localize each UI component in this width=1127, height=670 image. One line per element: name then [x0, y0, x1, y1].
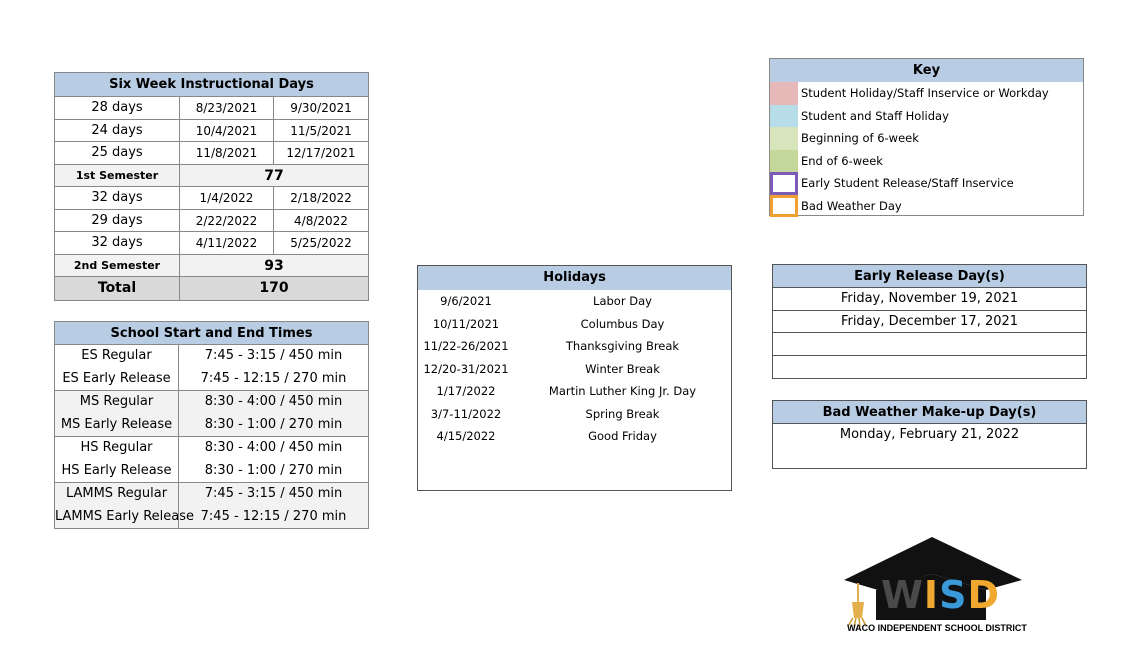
- key-label: Early Student Release/Staff Inservice: [801, 176, 1014, 191]
- color-swatch: [770, 150, 798, 173]
- ms-group: [55, 391, 368, 437]
- holiday-date: 12/20-31/2021: [423, 361, 509, 376]
- table-row: Friday, December 17, 2021: [773, 311, 1086, 334]
- holiday-name: Spring Break: [585, 406, 660, 421]
- days-cell: 32 days: [55, 232, 180, 254]
- key-item: [770, 82, 1083, 105]
- total-label: Total: [55, 277, 180, 300]
- start-date-cell: 4/11/2022: [180, 232, 274, 254]
- schedule-time: 7:45 - 12:15 / 270 min: [200, 508, 347, 524]
- semester-label: 2nd Semester: [55, 255, 180, 277]
- key-item: [770, 150, 1083, 173]
- key-title: Key: [770, 59, 1083, 82]
- schedule-time: 7:45 - 3:15 / 450 min: [204, 486, 343, 501]
- total-row: [55, 277, 368, 300]
- days-cell: 29 days: [55, 210, 180, 232]
- holiday-date: 4/15/2022: [436, 429, 496, 443]
- color-swatch: [770, 82, 798, 105]
- schedule-label: HS Regular: [55, 437, 179, 460]
- holiday-name: Winter Break: [585, 361, 660, 376]
- schedule-label: MS Regular: [55, 391, 179, 414]
- logo-subtitle: WACO INDEPENDENT SCHOOL DISTRICT: [847, 623, 1027, 633]
- key-label: Beginning of 6-week: [801, 131, 919, 146]
- semester-label: 1st Semester: [55, 165, 180, 187]
- holiday-name: Labor Day: [593, 294, 652, 308]
- list-item: [418, 290, 731, 313]
- table-row: Monday, February 21, 2022: [839, 427, 1020, 442]
- logo-letter: W: [881, 573, 924, 617]
- holiday-name: Thanksgiving Break: [565, 339, 680, 353]
- table-row: [55, 345, 368, 368]
- key-label: Student Holiday/Staff Inservice or Workday: [801, 86, 1049, 101]
- table-row: [55, 460, 368, 483]
- hs-group: [55, 437, 368, 483]
- holiday-name: Columbus Day: [580, 316, 665, 331]
- end-date-cell: 2/18/2022: [290, 191, 352, 205]
- table-row: [773, 333, 1086, 356]
- schedule-time: 8:30 - 4:00 / 450 min: [204, 440, 343, 455]
- schedule-label: LAMMS Regular: [55, 483, 179, 506]
- color-swatch: [770, 127, 798, 150]
- list-item: [418, 335, 731, 358]
- total-value: 170: [259, 280, 289, 296]
- holiday-name: Good Friday: [588, 429, 657, 443]
- schedule-label: MS Early Release: [55, 414, 179, 437]
- days-cell: 32 days: [55, 187, 180, 209]
- second-semester-row: [55, 255, 368, 278]
- schedule-label: ES Regular: [55, 345, 179, 368]
- list-item: [418, 313, 731, 336]
- table-row: [55, 97, 368, 120]
- days-cell: 28 days: [55, 97, 180, 119]
- holiday-date: 9/6/2021: [440, 294, 492, 308]
- end-date-cell: 11/5/2021: [290, 123, 352, 138]
- days-cell: 25 days: [55, 142, 180, 164]
- key-legend: [769, 58, 1084, 216]
- table-row: [773, 356, 1086, 379]
- logo-letter: D: [967, 573, 1000, 617]
- bad-weather-title: Bad Weather Make-up Day(s): [773, 401, 1086, 424]
- color-swatch: [770, 105, 798, 128]
- key-item: [770, 195, 1083, 218]
- days-cell: 24 days: [55, 120, 180, 142]
- logo-letter: I: [923, 573, 940, 617]
- school-times-table: [54, 321, 369, 529]
- schedule-label: ES Early Release: [55, 368, 179, 391]
- table-row: Friday, November 19, 2021: [773, 288, 1086, 311]
- table-row: [55, 368, 368, 391]
- schedule-time: 8:30 - 4:00 / 450 min: [204, 394, 343, 409]
- early-release-table: [772, 264, 1087, 379]
- holiday-date: 1/17/2022: [436, 384, 496, 398]
- table-row: [55, 187, 368, 210]
- table-row: [55, 483, 368, 506]
- es-group: [55, 345, 368, 391]
- schedule-time: 8:30 - 1:00 / 270 min: [204, 462, 343, 478]
- list-item: [418, 358, 731, 381]
- semester-total: 77: [264, 167, 284, 184]
- holiday-name: Martin Luther King Jr. Day: [548, 384, 697, 398]
- school-times-title: School Start and End Times: [55, 322, 368, 345]
- semester-total: 93: [264, 257, 284, 274]
- first-semester-row: [55, 165, 368, 188]
- schedule-time: 7:45 - 3:15 / 450 min: [204, 348, 343, 363]
- key-label: Student and Staff Holiday: [801, 108, 949, 123]
- wisd-logo: [836, 534, 1028, 638]
- six-week-title: Six Week Instructional Days: [55, 73, 368, 97]
- holiday-date: 11/22-26/2021: [423, 339, 509, 353]
- outline-swatch: [770, 195, 798, 218]
- holiday-date: 3/7-11/2022: [430, 406, 502, 421]
- lamms-group: [55, 483, 368, 528]
- table-row: [55, 506, 368, 529]
- start-date-cell: 10/4/2021: [180, 120, 274, 142]
- end-date-cell: 9/30/2021: [290, 101, 352, 115]
- table-row: [55, 414, 368, 437]
- holiday-date: 10/11/2021: [432, 316, 500, 331]
- key-item: [770, 127, 1083, 150]
- table-row: [55, 120, 368, 143]
- table-row: [55, 232, 368, 255]
- list-item: [418, 380, 731, 403]
- schedule-label: LAMMS Early Release: [55, 506, 179, 529]
- start-date-cell: 2/22/2022: [180, 210, 274, 232]
- key-item: [770, 172, 1083, 195]
- list-item: [418, 425, 731, 448]
- table-row: [55, 391, 368, 414]
- holidays-table: [417, 265, 732, 491]
- key-label: Bad Weather Day: [801, 198, 902, 213]
- schedule-label: HS Early Release: [55, 460, 179, 483]
- schedule-time: 7:45 - 12:15 / 270 min: [200, 370, 347, 386]
- outline-swatch: [770, 172, 798, 195]
- key-item: [770, 105, 1083, 128]
- start-date-cell: 11/8/2021: [180, 142, 274, 164]
- logo-letter: S: [939, 573, 968, 617]
- end-date-cell: 12/17/2021: [286, 146, 356, 160]
- list-item: [418, 403, 731, 426]
- table-row: [55, 210, 368, 233]
- key-label: End of 6-week: [801, 153, 883, 168]
- start-date-cell: 1/4/2022: [180, 187, 274, 209]
- bad-weather-table: [772, 400, 1087, 469]
- end-date-cell: 5/25/2022: [290, 236, 352, 250]
- six-week-table: [54, 72, 369, 301]
- logo-letters: [881, 574, 1000, 616]
- holidays-title: Holidays: [418, 266, 731, 290]
- schedule-time: 8:30 - 1:00 / 270 min: [204, 416, 343, 432]
- start-date-cell: 8/23/2021: [180, 97, 274, 119]
- table-row: [55, 142, 368, 165]
- table-row: [55, 437, 368, 460]
- end-date-cell: 4/8/2022: [294, 213, 348, 228]
- early-release-title: Early Release Day(s): [773, 265, 1086, 288]
